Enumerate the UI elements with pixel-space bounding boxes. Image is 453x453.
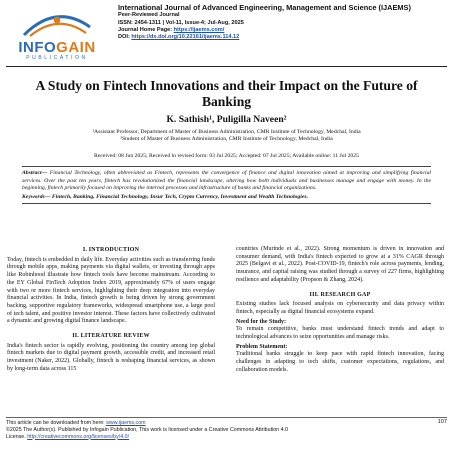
section-heading-literature-review: II. LITERATURE REVIEW [72, 333, 150, 340]
research-gap-text: Existing studies lack focused analysis on cybersecurity and data privacy within fintech, especially as digital financial ecosystems expand. [236, 301, 444, 315]
literature-review-text: India's fintech sector is rapidly evolving, positioning the country among top global fintech markets due to digital payment growth, accessible credit, and increased retail investment (Naker, 2022). Globally, fintech is reshaping financial services, as shown by long-term data across 115 [7, 342, 215, 372]
right-column [236, 246, 444, 375]
license-link[interactable]: http://creativecommons.org/licenses/by/4.0/ [27, 433, 130, 440]
logo-subtitle: PUBLICATION [26, 55, 88, 61]
abstract-box [22, 166, 431, 204]
left-column [7, 246, 215, 374]
subheading-problem-statement: Problem Statement: [236, 343, 288, 350]
logo-wordmark: INFOGAIN [18, 39, 96, 56]
section-heading-research-gap: III. RESEARCH GAP [309, 291, 371, 298]
introduction-text: Today, fintech is embedded in daily life. Everyday activities such as transferring funds through mobile apps, making payments via digital wallets, or investing through apps like Robinhood illustrate how fintech tools have become mainstream. According to the EY Global FinTech Adoption Index 2019, approximately 67% of users engage with two or more fintech services, highlighting their deep integration into everyday financial activities. In India, fintech growth is being driven by strong government backing, supportive regulatory frameworks, widespread smartphone use, a large pool of tech talent, and positive investor interest. These factors have collectively cultivated a dynamic and growing digital finance landscape. [7, 256, 215, 325]
footer-site-link[interactable]: www.ijaems.com [106, 420, 146, 426]
infogain-logo [8, 9, 108, 61]
homepage-line: Journal Home Page: https://ijaems.com/ [118, 27, 225, 33]
abstract-label: Abstract— [22, 170, 50, 176]
homepage-link[interactable]: https://ijaems.com/ [173, 27, 225, 33]
footer-license-line: License. http://creativecommons.org/licenses/by/4.0/ [6, 433, 130, 440]
paper-authors: K. Sathish¹, Puligilla Naveen² [166, 114, 287, 125]
abstract-text: Financial Technology, often abbreviated as Fintech, represents the convergence of finance and digital innovation aimed at improving and simplifying financial services. Over the past ten years, fintech has revolutionized the financial landscape, altering how both individuals and businesses manage and engage with money. In the beginning, fintech primarily focused on improving the internal processes and infrastructure of banks and financial organizations. [22, 170, 431, 191]
journal-info [118, 4, 448, 42]
affiliation-2: ²Student of Master of Business Administration, CMR Institute of Technology, Medchal, India [120, 136, 333, 143]
doi-line: DOI: https://dx.doi.org/10.22161/ijaems.114.12 [118, 34, 240, 41]
journal-title: International Journal of Advanced Engineering, Management and Science (IJAEMS) [118, 3, 411, 12]
author-affiliations [10, 129, 443, 144]
footer-download-line: This article can be downloaded from here: www.ijaems.com [6, 420, 146, 426]
literature-review-continued: countries (Murinde et al., 2022). Strong momentum is driven in innovation and consumer demand, with India's fintech expected to grow at a 31% CAGR through 2025 (Belgavi et al., 2022). Post-COVID-19, fintech's role across payments, lending, insurance, and capital raising was studied through a survey of 227 firms, highlighting resilience and adaptability (Propson & Zhang, 2024). [236, 246, 444, 283]
subheading-need-for-study: Need for the Study: [236, 318, 287, 325]
keywords: Keywords— Fintech, Banking, Financial Technology, Insur Tech, Crypto Currency, Investment and Wealth Technologies. [22, 193, 308, 200]
need-for-study-text: To remain competitive, banks must understand fintech trends and adapt to technological advances to seize opportunities and manage risks. [236, 326, 444, 341]
journal-header [6, 3, 447, 67]
peer-reviewed-label: Peer-Reviewed Journal [118, 12, 180, 19]
page-number: 107 [437, 419, 447, 425]
doi-link[interactable]: https://dx.doi.org/10.22161/ijaems.114.12 [131, 34, 240, 41]
section-heading-introduction: I. INTRODUCTION [82, 247, 140, 253]
paper-title: A Study on Fintech Innovations and their Impact on the Future of Banking [35, 78, 418, 109]
page-footer [6, 417, 447, 440]
affiliation-1: ¹Assistant Professor, Department of Master of Business Administration, CMR Institute of Technology, Medchal, India [92, 129, 361, 135]
problem-statement-text: Traditional banks struggle to keep pace with rapid fintech innovation, facing challenges in adapting to tech shifts, customer expectations, regulations, and collaboration models. [236, 351, 444, 373]
footer-copyright: ©2025 The Author(s). Published by Infogain Publication, This work is licensed under a Creative Commons Attribution 4.0 [6, 426, 288, 433]
publication-dates: Received: 08 Jun 2025; Received in revised form: 03 Jul 2025; Accepted: 07 Jul 2025; Available online: 11 Jul 2025 [94, 153, 359, 159]
issn-line: ISSN: 2454-1311 | Vol-11, Issue-4; Jul-Aug, 2025 [118, 19, 244, 26]
logo-swoosh-icon [16, 9, 98, 39]
